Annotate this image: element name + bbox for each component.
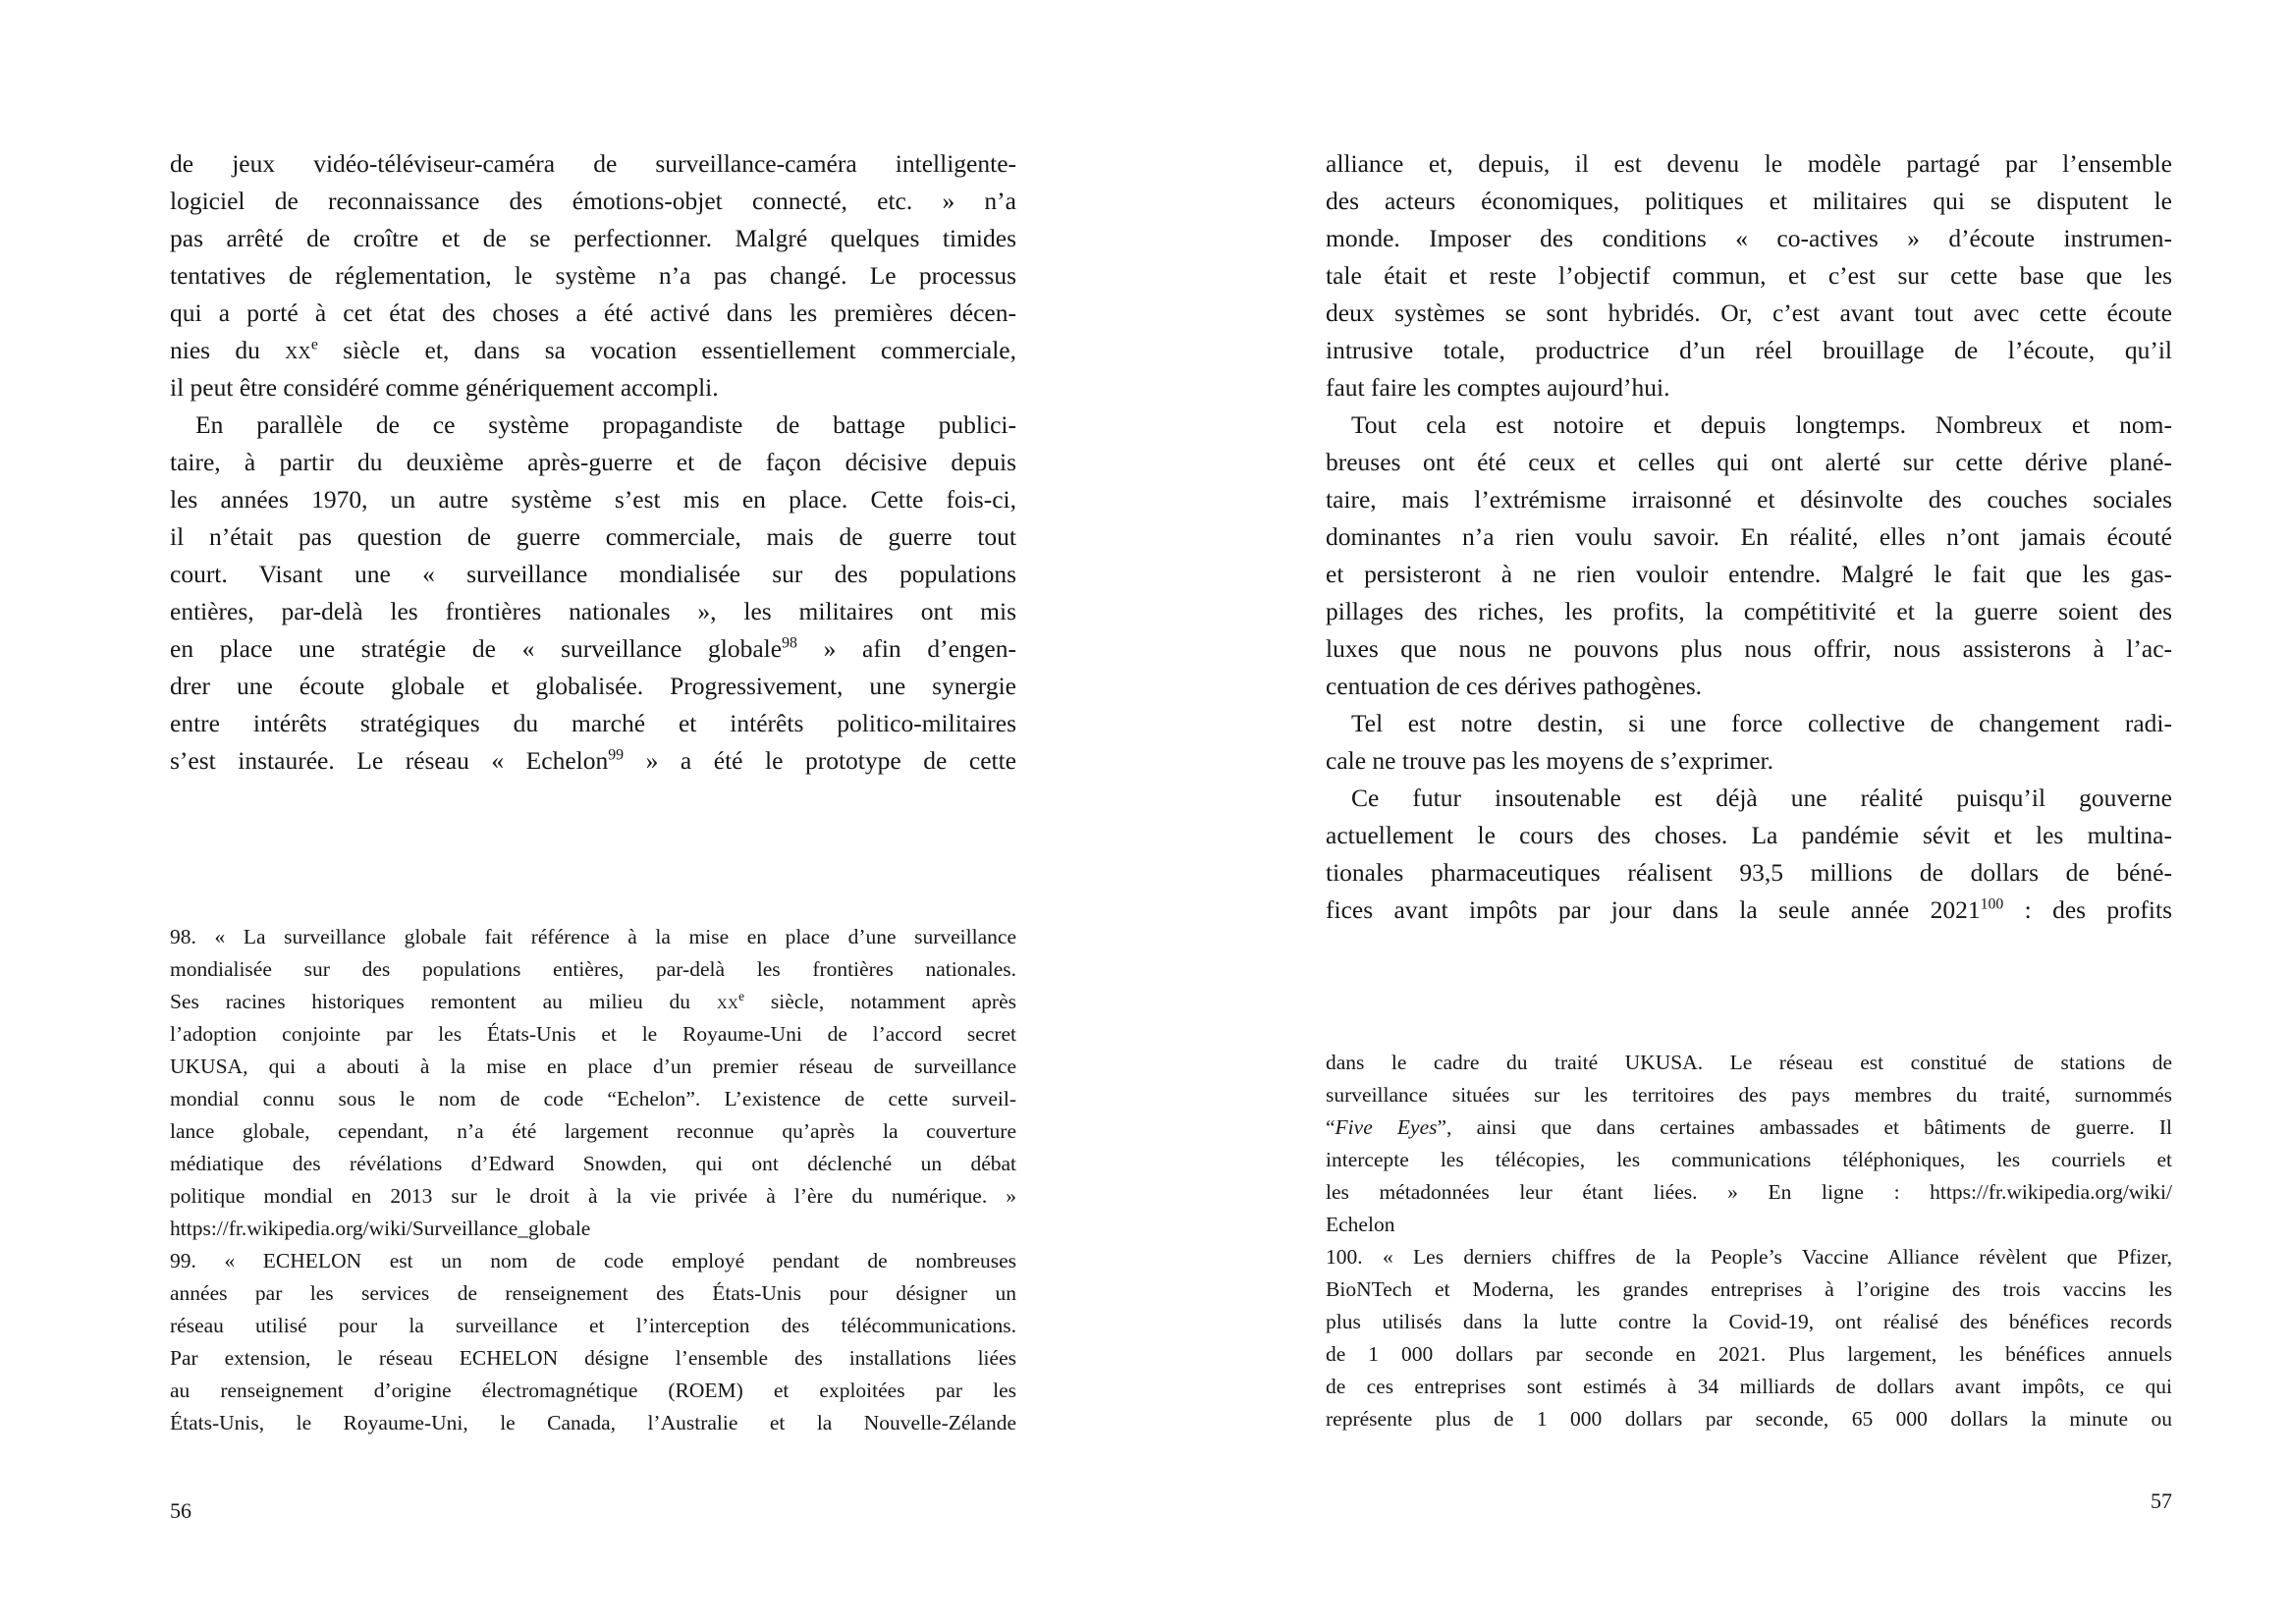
text-line xyxy=(1326,332,2172,369)
text-segment: représente plus de 1 000 dollars par seconde, 65 000 dollars la minute ou xyxy=(1326,1407,2172,1431)
text-segment: https://fr.wikipedia.org/wiki/Surveillance_globale xyxy=(170,1217,591,1240)
text-segment: surveillance situées sur les territoires des pays membres du traité, surnommés xyxy=(1326,1083,2172,1107)
text-line xyxy=(1326,1176,2172,1209)
text-segment: tionales pharmaceutiques réalisent 93,5 millions de dollars de béné- xyxy=(1326,858,2172,887)
paragraph xyxy=(170,921,1016,1245)
text-line xyxy=(170,986,1016,1018)
text-segment: intrusive totale, productrice d’un réel brouillage de l’écoute, qu’il xyxy=(1326,336,2172,364)
text-segment: 100. « Les derniers chiffres de la People’s Vaccine Alliance révèlent que Pfizer, xyxy=(1326,1245,2172,1269)
text-line xyxy=(1326,705,2172,742)
text-segment: dans le cadre du traité UKUSA. Le réseau est constitué de stations de xyxy=(1326,1051,2172,1074)
paragraph xyxy=(1326,1047,2172,1241)
paragraph xyxy=(1326,145,2172,406)
text-line xyxy=(1326,1209,2172,1241)
text-segment: En parallèle de ce système propagandiste de battage publici- xyxy=(195,410,1016,439)
text-segment: pillages des riches, les profits, la compétitivité et la guerre soient des xyxy=(1326,597,2172,625)
text-line xyxy=(1326,406,2172,444)
text-line xyxy=(170,257,1016,295)
text-segment: centuation de ces dérives pathogènes. xyxy=(1326,672,1703,700)
text-segment: Echelon xyxy=(1326,1213,1395,1236)
text-line xyxy=(170,183,1016,220)
text-line xyxy=(170,1375,1016,1407)
text-segment: deux systèmes se sont hybridés. Or, c’est avant tout avec cette écoute xyxy=(1326,298,2172,327)
left-page-body-text xyxy=(170,145,1016,780)
text-line xyxy=(170,406,1016,444)
footnote-reference: 99 xyxy=(608,746,625,764)
text-segment: plus utilisés dans la lutte contre la Covid-19, ont réalisé des bénéfices records xyxy=(1326,1310,2172,1333)
text-line xyxy=(1326,1144,2172,1176)
text-segment: » afin d’engen- xyxy=(796,634,1016,663)
text-line xyxy=(170,1245,1016,1277)
text-segment: qui a porté à cet état des choses a été activé dans les premières décen- xyxy=(170,298,1016,327)
text-line xyxy=(1326,1371,2172,1403)
paragraph xyxy=(1326,705,2172,780)
text-line xyxy=(1326,1241,2172,1273)
text-line xyxy=(1326,817,2172,854)
text-line xyxy=(170,630,1016,668)
text-segment: et persisteront à ne rien vouloir entendre. Malgré le fait que les gas- xyxy=(1326,560,2172,588)
text-segment: politique mondial en 2013 sur le droit à la vie privée à l’ère du numérique. » xyxy=(170,1184,1016,1208)
text-line xyxy=(1326,668,2172,705)
text-line xyxy=(170,705,1016,742)
text-segment: » a été le prototype de cette xyxy=(624,746,1016,775)
text-line xyxy=(1326,556,2172,593)
text-segment: actuellement le cours des choses. La pandémie sévit et les multina- xyxy=(1326,821,2172,849)
text-line xyxy=(170,1180,1016,1213)
text-segment: drer une écoute globale et globalisée. Progressivement, une synergie xyxy=(170,672,1016,700)
text-line xyxy=(170,332,1016,369)
text-segment: UKUSA, qui a abouti à la mise en place d’un premier réseau de surveillance xyxy=(170,1055,1016,1078)
text-segment: il peut être considéré comme génériquement accompli. xyxy=(170,373,719,402)
text-line xyxy=(170,953,1016,986)
text-line xyxy=(170,556,1016,593)
text-segment: années par les services de renseignement des États-Unis pour désigner un xyxy=(170,1281,1016,1305)
text-line xyxy=(1326,892,2172,929)
text-segment: tentatives de réglementation, le système n’a pas changé. Le processus xyxy=(170,261,1016,290)
text-segment: les métadonnées leur étant liées. » En ligne : https://fr.wikipedia.org/wiki/ xyxy=(1326,1180,2172,1204)
text-segment: siècle, notamment après xyxy=(744,990,1016,1013)
text-line xyxy=(170,1083,1016,1115)
text-line xyxy=(170,1310,1016,1342)
text-segment: mondialisée sur des populations entières, par-delà les frontières nationales. xyxy=(170,957,1016,981)
text-line xyxy=(1326,1273,2172,1306)
text-segment: nies du xyxy=(170,336,286,364)
text-line xyxy=(1326,1338,2172,1371)
text-segment: s’est instaurée. Le réseau « Echelon xyxy=(170,746,609,775)
text-line xyxy=(170,369,1016,406)
text-segment: dominantes n’a rien voulu savoir. En réalité, elles n’ont jamais écouté xyxy=(1326,522,2172,551)
text-segment: taire, mais l’extrémisme irraisonné et désinvolte des couches sociales xyxy=(1326,485,2172,514)
text-line xyxy=(1326,369,2172,406)
paragraph xyxy=(1326,780,2172,929)
text-line xyxy=(170,593,1016,630)
text-segment: de 1 000 dollars par seconde en 2021. Plus largement, les bénéfices annuels xyxy=(1326,1342,2172,1366)
text-line xyxy=(1326,1079,2172,1111)
text-line xyxy=(170,145,1016,183)
text-line xyxy=(170,1115,1016,1148)
text-segment: Tout cela est notoire et depuis longtemps. Nombreux et nom- xyxy=(1351,410,2172,439)
text-segment: xx xyxy=(285,336,311,364)
text-line xyxy=(170,444,1016,481)
paragraph xyxy=(170,1245,1016,1439)
text-line xyxy=(170,1148,1016,1180)
text-segment: 98. « La surveillance globale fait référence à la mise en place d’une surveillance xyxy=(170,925,1016,948)
text-line xyxy=(170,1407,1016,1439)
page-number-right: 57 xyxy=(2151,1489,2172,1513)
footnote-reference: 100 xyxy=(1980,895,2004,913)
text-line xyxy=(170,481,1016,518)
text-segment: BioNTech et Moderna, les grandes entreprises à l’origine des trois vaccins les xyxy=(1326,1277,2172,1301)
paragraph xyxy=(170,145,1016,406)
text-segment: Ce futur insoutenable est déjà une réalité puisqu’il gouverne xyxy=(1351,784,2172,812)
text-line xyxy=(1326,295,2172,332)
text-line xyxy=(1326,742,2172,780)
text-segment: réseau utilisé pour la surveillance et l’interception des télécommunications. xyxy=(170,1314,1016,1337)
text-segment: des acteurs économiques, politiques et militaires qui se disputent le xyxy=(1326,187,2172,215)
text-segment: taire, à partir du deuxième après-guerre et de façon décisive depuis xyxy=(170,448,1016,476)
text-segment: Tel est notre destin, si une force collective de changement radi- xyxy=(1351,709,2172,737)
text-line xyxy=(1326,444,2172,481)
text-segment: en place une stratégie de « surveillance globale xyxy=(170,634,783,663)
page-number-left: 56 xyxy=(170,1498,191,1523)
text-segment: breuses ont été ceux et celles qui ont alerté sur cette dérive plané- xyxy=(1326,448,2172,476)
paragraph xyxy=(1326,406,2172,705)
text-line xyxy=(170,921,1016,953)
text-line xyxy=(1326,1403,2172,1435)
text-segment: lance globale, cependant, n’a été largement reconnue qu’après la couverture xyxy=(170,1119,1016,1143)
text-segment: médiatique des révélations d’Edward Snowden, qui ont déclenché un débat xyxy=(170,1152,1016,1175)
text-segment: entières, par-delà les frontières nationales », les militaires ont mis xyxy=(170,597,1016,625)
text-line xyxy=(170,1342,1016,1375)
text-line xyxy=(1326,1306,2172,1338)
text-line xyxy=(170,295,1016,332)
text-line xyxy=(1326,1111,2172,1144)
text-segment: logiciel de reconnaissance des émotions-objet connecté, etc. » n’a xyxy=(170,187,1016,215)
text-segment: faut faire les comptes aujourd’hui. xyxy=(1326,373,1670,402)
text-segment: Par extension, le réseau ECHELON désigne l’ensemble des installations liées xyxy=(170,1346,1016,1370)
text-line xyxy=(1326,145,2172,183)
text-segment: luxes que nous ne pouvons plus nous offrir, nous assisterons à l’ac- xyxy=(1326,634,2172,663)
text-segment: au renseignement d’origine électromagnétique (ROEM) et exploitées par les xyxy=(170,1379,1016,1402)
text-line xyxy=(1326,630,2172,668)
text-line xyxy=(170,1051,1016,1083)
text-segment: ”, ainsi que dans certaines ambassades et bâtiments de guerre. Il xyxy=(1437,1115,2173,1139)
text-line xyxy=(170,1213,1016,1245)
text-segment: pas arrêté de croître et de se perfectionner. Malgré quelques timides xyxy=(170,224,1016,252)
text-segment: “ xyxy=(1326,1115,1335,1139)
text-line xyxy=(170,1277,1016,1310)
paragraph xyxy=(170,406,1016,780)
text-segment: tale était et reste l’objectif commun, et c’est sur cette base que les xyxy=(1326,261,2172,290)
right-page-body-text xyxy=(1326,145,2172,929)
text-segment: cale ne trouve pas les moyens de s’exprimer. xyxy=(1326,746,1774,775)
text-segment: xx xyxy=(716,990,739,1013)
footnote-reference: e xyxy=(310,336,318,353)
right-page-footnotes xyxy=(1326,1047,2172,1435)
text-line xyxy=(170,742,1016,780)
text-segment: monde. Imposer des conditions « co-actives » d’écoute instrumen- xyxy=(1326,224,2172,252)
text-segment: Ses racines historiques remontent au milieu du xyxy=(170,990,717,1013)
text-segment: l’adoption conjointe par les États-Unis et le Royaume-Uni de l’accord secret xyxy=(170,1022,1016,1046)
text-line xyxy=(1326,257,2172,295)
text-segment: 99. « ECHELON est un nom de code employé pendant de nombreuses xyxy=(170,1249,1016,1272)
text-segment: : des profits xyxy=(2003,895,2173,924)
text-segment: il n’était pas question de guerre commerciale, mais de guerre tout xyxy=(170,522,1016,551)
text-line xyxy=(170,518,1016,556)
text-line xyxy=(1326,183,2172,220)
left-page-footnotes xyxy=(170,921,1016,1439)
text-segment: les années 1970, un autre système s’est mis en place. Cette fois-ci, xyxy=(170,485,1016,514)
text-line xyxy=(170,1018,1016,1051)
text-line xyxy=(1326,854,2172,892)
text-line xyxy=(170,220,1016,257)
text-line xyxy=(1326,518,2172,556)
text-segment: mondial connu sous le nom de code “Echelon”. L’existence de cette surveil- xyxy=(170,1087,1016,1110)
text-segment: de ces entreprises sont estimés à 34 milliards de dollars avant impôts, ce qui xyxy=(1326,1375,2172,1398)
text-line xyxy=(1326,1047,2172,1079)
footnote-reference: e xyxy=(738,988,745,1003)
text-segment: de jeux vidéo-téléviseur-caméra de surveillance-caméra intelligente- xyxy=(170,149,1016,178)
text-line xyxy=(1326,220,2172,257)
text-segment: États-Unis, le Royaume-Uni, le Canada, l’Australie et la Nouvelle-Zélande xyxy=(170,1411,1016,1435)
text-segment: fices avant impôts par jour dans la seule année 2021 xyxy=(1326,895,1981,924)
text-segment: siècle et, dans sa vocation essentiellement commerciale, xyxy=(317,336,1017,364)
text-segment: Five Eyes xyxy=(1335,1115,1438,1139)
text-line xyxy=(1326,780,2172,817)
footnote-reference: 98 xyxy=(782,634,797,652)
text-segment: alliance et, depuis, il est devenu le modèle partagé par l’ensemble xyxy=(1326,149,2172,178)
text-line xyxy=(170,668,1016,705)
paragraph xyxy=(1326,1241,2172,1435)
text-segment: court. Visant une « surveillance mondialisée sur des populations xyxy=(170,560,1016,588)
text-line xyxy=(1326,481,2172,518)
text-segment: entre intérêts stratégiques du marché et intérêts politico-militaires xyxy=(170,709,1016,737)
text-line xyxy=(1326,593,2172,630)
text-segment: intercepte les télécopies, les communications téléphoniques, les courriels et xyxy=(1326,1148,2172,1171)
